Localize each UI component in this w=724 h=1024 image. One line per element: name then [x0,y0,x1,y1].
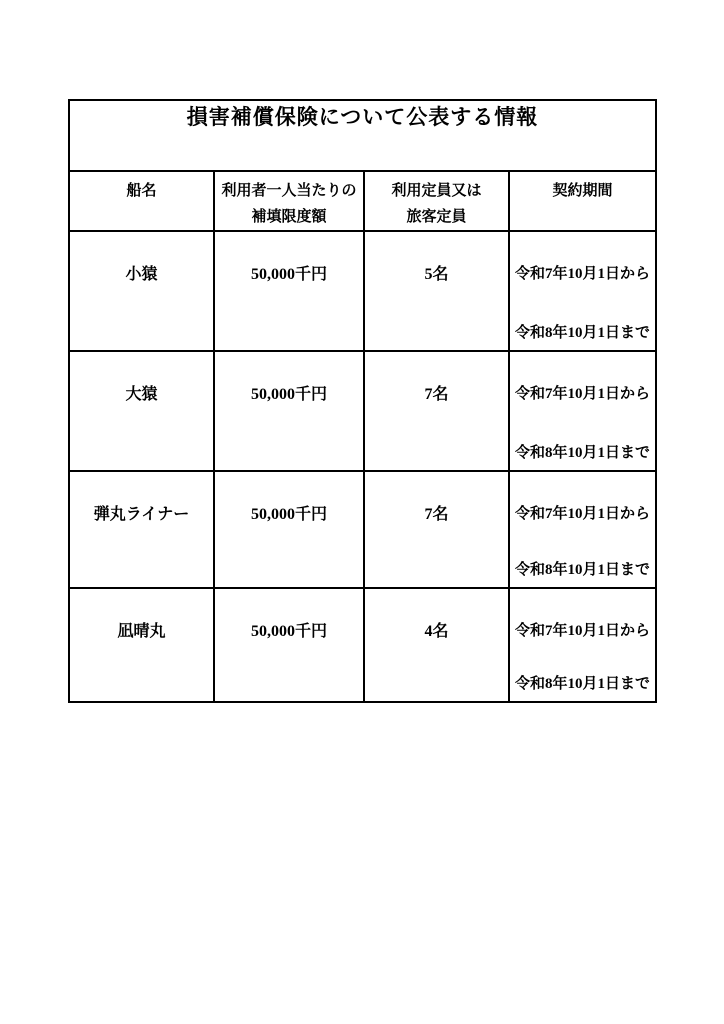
compensation-limit-cell: 50,000千円 [214,471,364,588]
ship-name-cell: 小猿 [69,231,214,351]
capacity-cell: 7名 [364,471,509,588]
header-capacity-line1: 利用定員又は [391,183,482,199]
contract-period-cell [509,231,656,351]
table-row [69,588,656,702]
table-title: 損害補償保険について公表する情報 [69,100,656,171]
header-ship-name [69,171,214,231]
period-from-text: 令和7年10月1日から [515,623,651,639]
period-from-text: 令和7年10月1日から [515,266,651,282]
header-capacity [364,171,509,231]
table-row [69,471,656,588]
header-compensation-limit [214,171,364,231]
table-header-row [69,171,656,231]
contract-period-cell [509,351,656,471]
header-contract-period [509,171,656,231]
contract-period-cell [509,588,656,702]
capacity-cell: 7名 [364,351,509,471]
ship-name-cell: 大猿 [69,351,214,471]
header-compensation-limit-line2: 補填限度額 [251,209,327,225]
period-to-text: 令和8年10月1日まで [515,562,651,578]
period-from-text: 令和7年10月1日から [515,386,651,402]
insurance-info-table [68,99,657,703]
compensation-limit-cell: 50,000千円 [214,231,364,351]
ship-name-cell: 弾丸ライナー [69,471,214,588]
period-to-text: 令和8年10月1日まで [515,325,651,341]
period-from-text: 令和7年10月1日から [515,506,651,522]
compensation-limit-cell: 50,000千円 [214,351,364,471]
contract-period-cell [509,471,656,588]
capacity-cell: 4名 [364,588,509,702]
capacity-cell: 5名 [364,231,509,351]
period-to-text: 令和8年10月1日まで [515,445,651,461]
table-title-row [69,100,656,171]
header-contract-period-label: 契約期間 [552,183,613,199]
table-row [69,231,656,351]
compensation-limit-cell: 50,000千円 [214,588,364,702]
table-row [69,351,656,471]
header-compensation-limit-line1: 利用者一人当たりの [221,183,357,199]
header-ship-name-label: 船名 [126,183,157,199]
header-capacity-line2: 旅客定員 [406,209,467,225]
period-to-text: 令和8年10月1日まで [515,676,651,692]
ship-name-cell: 凪晴丸 [69,588,214,702]
